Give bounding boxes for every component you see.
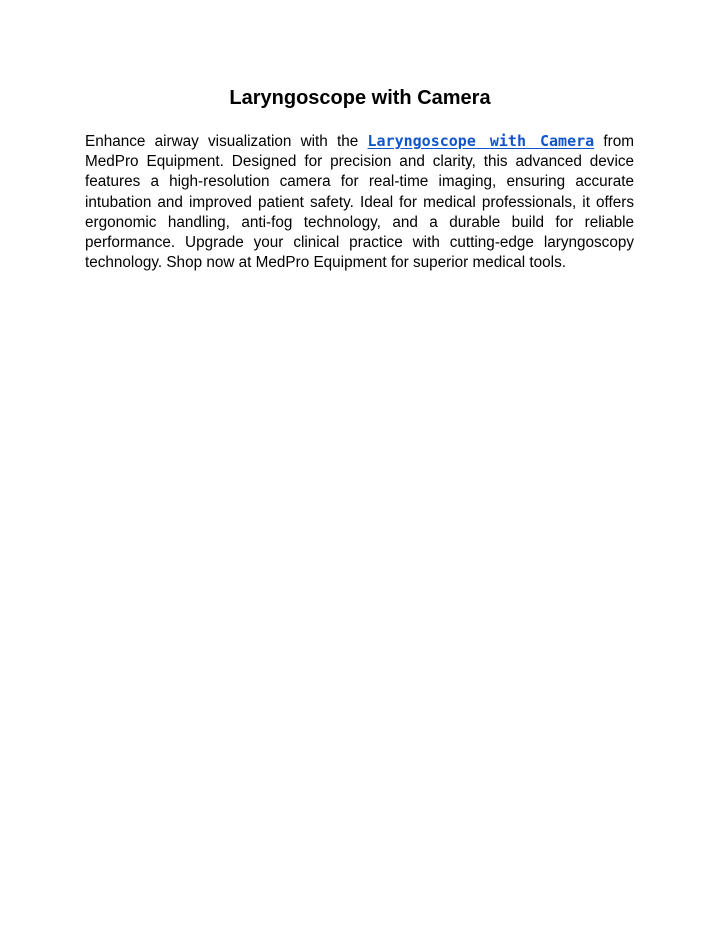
body-paragraph (85, 131, 634, 273)
paragraph-text-before-link: Enhance airway visualization with the (85, 133, 368, 150)
page-title: Laryngoscope with Camera (229, 87, 491, 109)
product-link[interactable]: Laryngoscope with Camera (367, 132, 595, 150)
paragraph-text-after-link: from MedPro Equipment. Designed for precision and clarity, this advanced device features a high-resolution camera for real-time imaging, ensuring accurate intubation and improved patient safety. Ideal for medical professionals, it offers ergonomic handling, anti-fog technology, and a durable build for reliable performance. Upgrade your clinical practice with cutting-edge laryngoscopy technology. Shop now at MedPro Equipment for superior medical tools. (85, 133, 635, 272)
